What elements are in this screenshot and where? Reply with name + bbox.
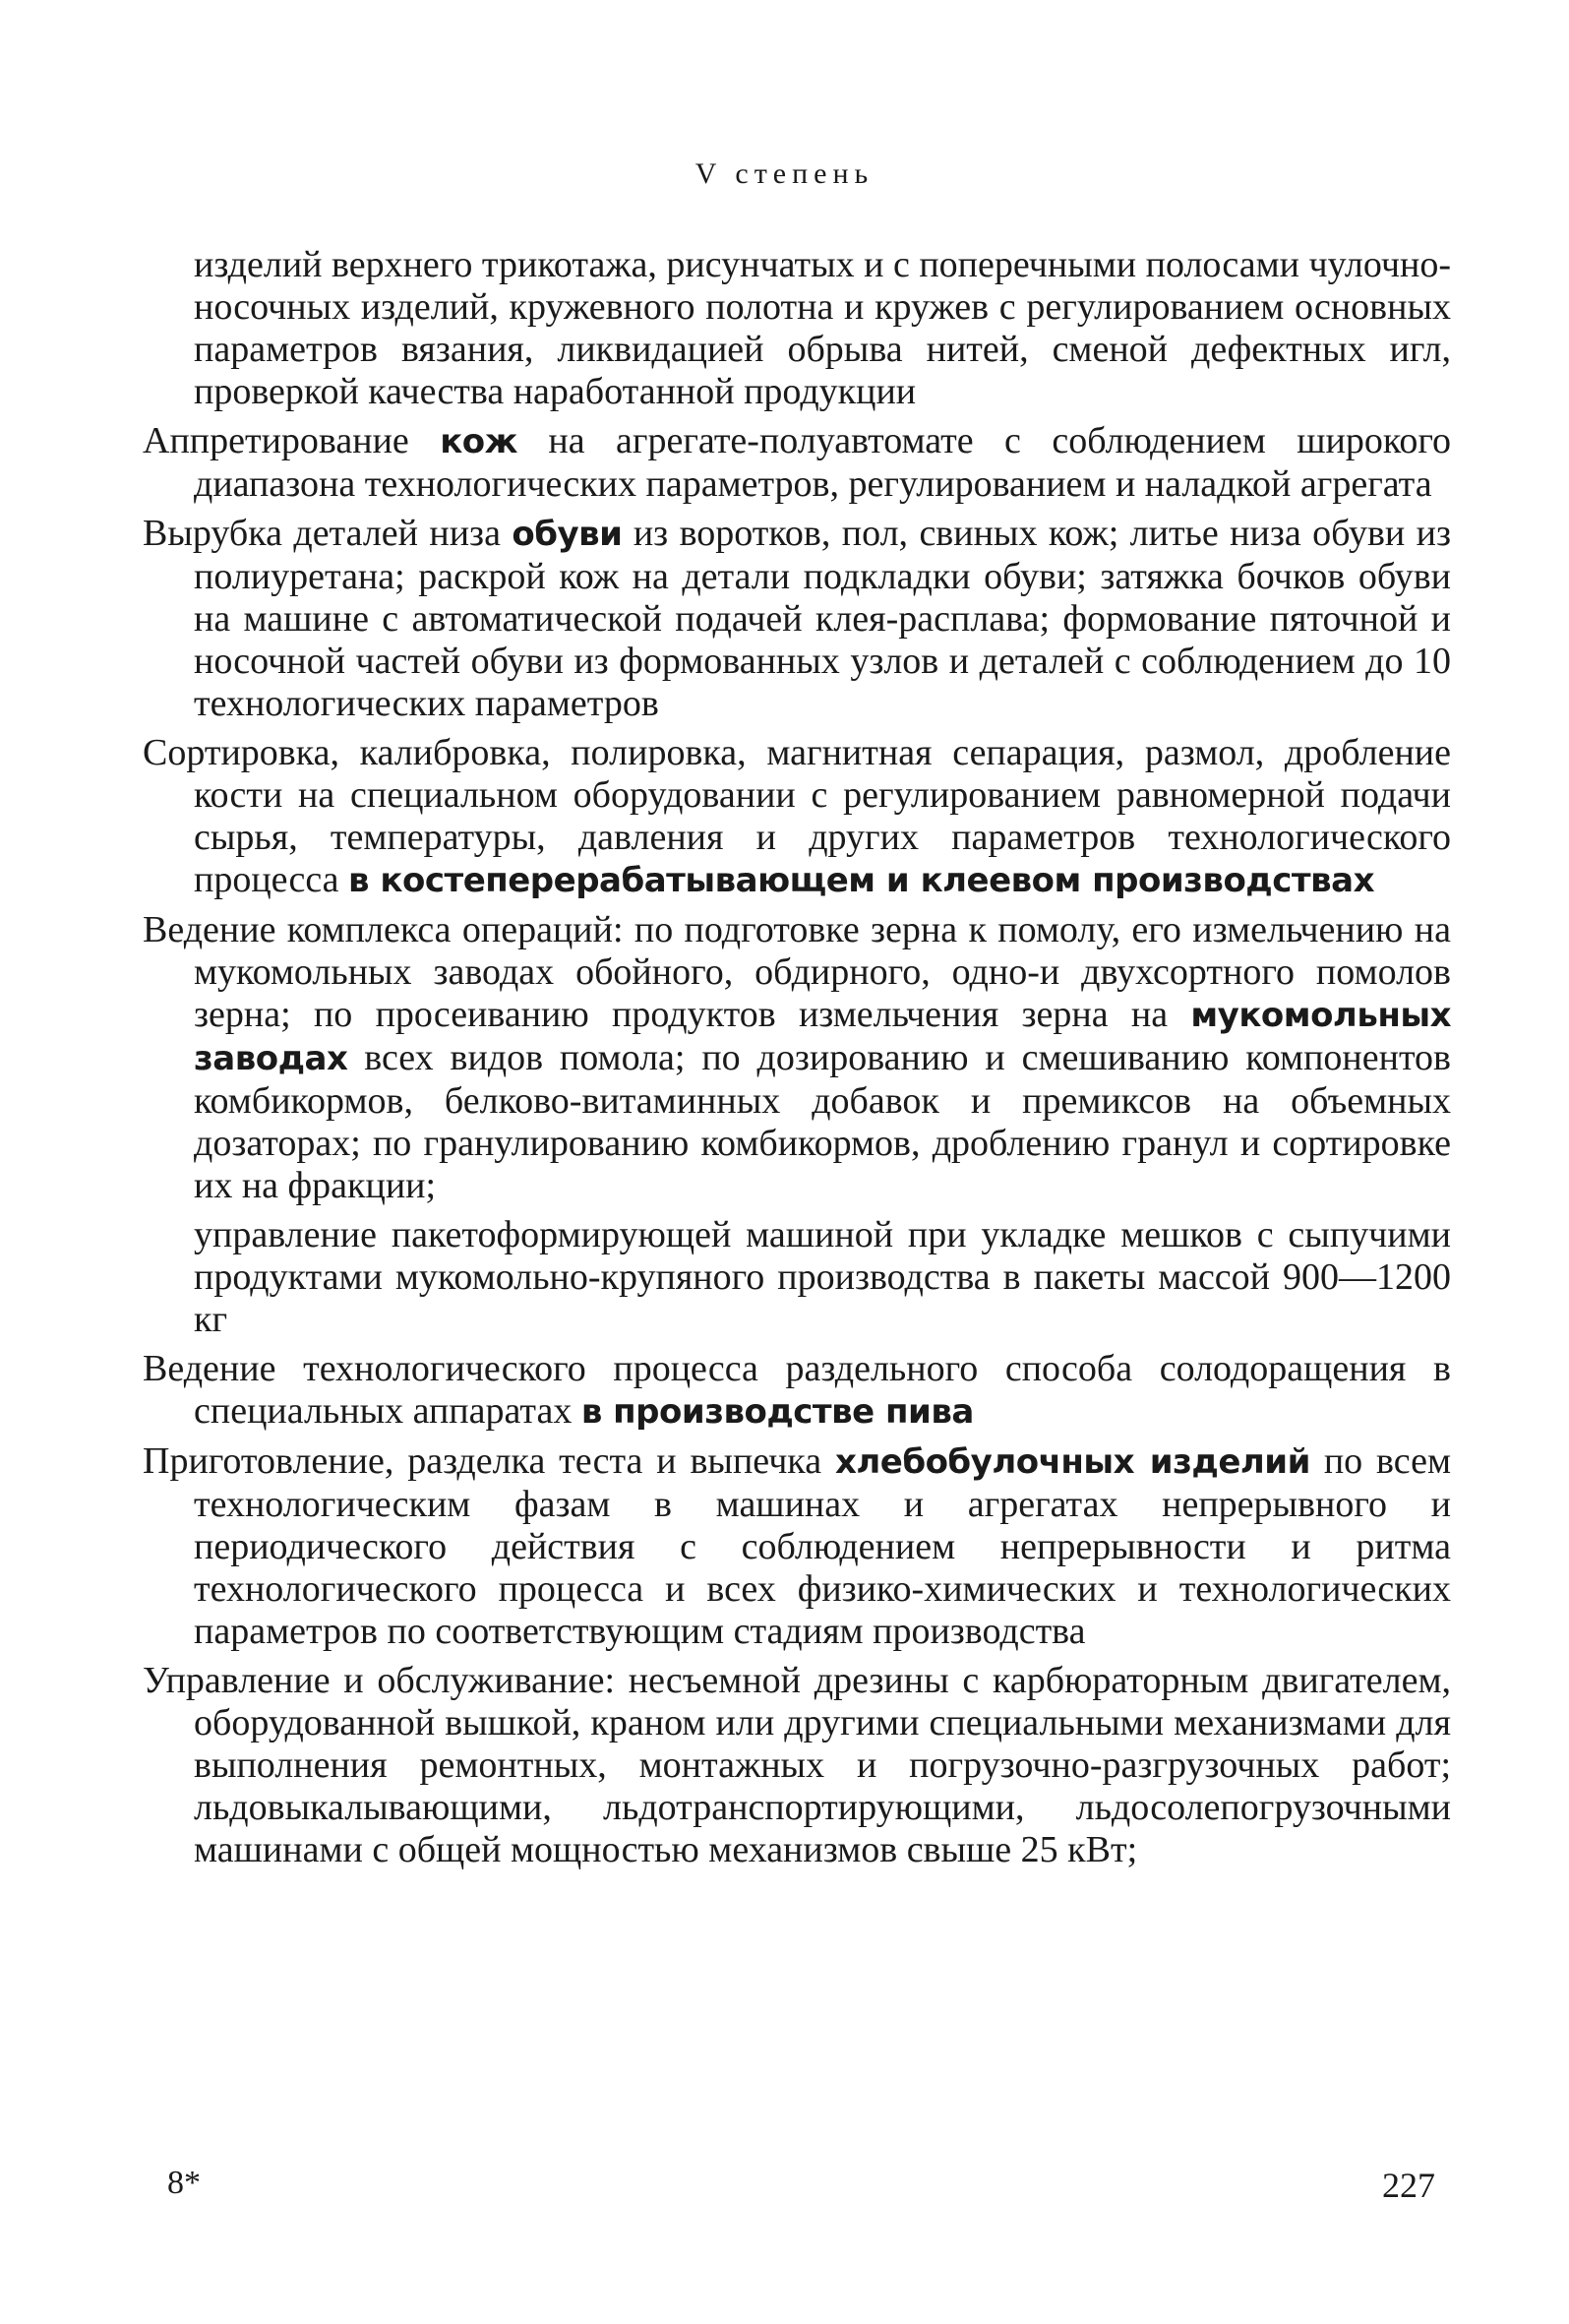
text-segment: управление пакетоформирующей машиной при укладке мешков с сыпучими продуктами мукомольно-крупяного производства в пакеты массой 900—1200 кг [194,1214,1451,1340]
paragraph [143,1214,1451,1341]
text-segment: на агрегате-полуавтомате с соблюдением широкого диапазона технологических параметров, регулированием и наладкой агрегата [194,420,1451,505]
printer-signature-mark: 8* [167,2165,201,2201]
list-item [143,1660,1451,1871]
bold-keyword: в костеперерабатывающем и клеевом производствах [348,861,1375,900]
text-segment: из воротков, пол, свиных кож; литье низа обуви из полиуретана; раскрой кож на детали подкладки обуви; затяжка бочков обуви на машине с автоматической подачей клея-расплава; формование пяточной и носочной частей обуви из формованных узлов и деталей с соблюдением до 10 технологических параметров [194,513,1451,724]
list-item [143,420,1451,506]
text-segment: Ведение комплекса операций: по подготовке зерна к помолу, его измельчению на мукомольных заводах обойного, обдирного, одно-и двухсортного помолов зерна; по просеиванию продуктов измельчения зерна на [143,909,1451,1035]
bold-keyword: в производстве пива [580,1392,974,1432]
text-segment: Ведение технологического процесса раздельного способа солодоращения в специальных аппаратах [143,1348,1451,1432]
bold-keyword: кож [440,422,517,461]
text-segment: Управление и обслуживание: несъемной дрезины с карбюраторным двигателем, оборудованной вышкой, краном или другими специальными механизмами для выполнения ремонтных, монтажных и погрузочно-разгрузочных работ; льдовыкалывающими, льдотранспортирующими, льдосолепогрузочными машинами с общей мощностью механизмов свыше 25 кВт; [143,1660,1451,1870]
document-body [143,244,1451,1878]
list-item [143,909,1451,1207]
bold-keyword: обуви [512,515,623,554]
paragraph [143,244,1451,413]
bold-keyword: хлебобулочных изделий [834,1442,1310,1482]
text-segment: Сортировка, калибровка, полировка, магнитная сепарация, размол, дробление кости на специальном оборудовании с регулированием равномерной подачи сырья, температуры, давления и других параметров технологического процесса [143,732,1451,900]
list-item [143,1440,1451,1653]
list-item [143,513,1451,725]
page-number: 227 [1382,2166,1435,2205]
page-header: V степень [694,157,875,190]
text-segment: Аппретирование [143,420,441,461]
list-item [143,732,1451,902]
text-segment: всех видов помола; по дозированию и смешиванию компонентов комбикормов, белково-витаминных добавок и премиксов на объемных дозаторах; по гранулированию комбикормов, дроблению гранул и сортировке их на фракции; [194,1037,1451,1206]
text-segment: по всем технологическим фазам в машинах и агрегатах непрерывного и периодического действия с соблюдением непрерывности и ритма технологического процесса и всех физико-химических и технологических параметров по соответствующим стадиям производства [194,1440,1451,1652]
text-segment: Вырубка деталей низа [143,513,513,554]
text-segment: Приготовление, разделка теста и выпечка [143,1440,835,1482]
bold-keyword: мукомольных заводах [194,996,1451,1078]
list-item [143,1348,1451,1434]
text-segment: изделий верхнего трикотажа, рисунчатых и с поперечными полосами чулочно-носочных изделий, кружевного полотна и кружев с регулированием основных параметров вязания, ликвидацией обрыва нитей, сменой дефектных игл, проверкой качества наработанной продукции [194,244,1451,412]
